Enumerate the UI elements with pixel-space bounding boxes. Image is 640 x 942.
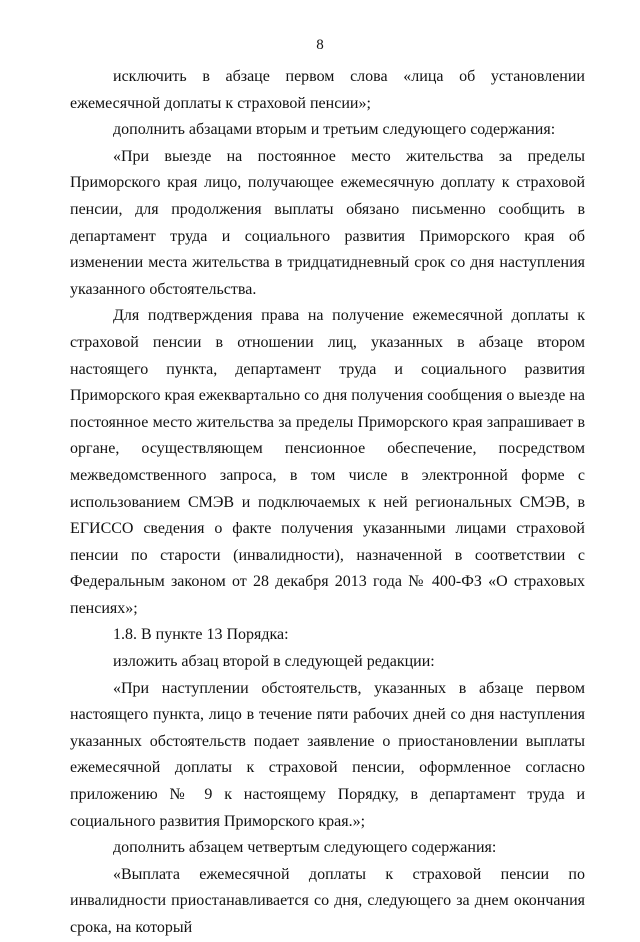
paragraph-add-second-third: дополнить абзацами вторым и третьим следующего содержания: — [113, 121, 556, 139]
paragraph-restate-second: изложить абзац второй в следующей редакции: — [113, 653, 435, 671]
paragraph-disability-suspension: «Выплата ежемесячной доплаты к страховой пенсии по инвалидности приостанавливается со дня, следующего за днем окончания срока, на который — [70, 865, 585, 936]
paragraph-relocation-notice: «При выезде на постоянное место жительства за пределы Приморского края лицо, получающее ежемесячную доплату к страховой пенсии, для продолжения выплаты обязано письменно сообщить в департамент труда и социального развития Приморского края об изменении места жительства в тридцатидневный срок со дня наступления указанного обстоятельства. — [70, 147, 585, 298]
page-number: 8 — [316, 37, 324, 53]
paragraph-confirmation-of-right: Для подтверждения права на получение ежемесячной доплаты к страховой пенсии в отношении лиц, указанных в абзаце втором настоящего пункта, департамент труда и социального развития Приморского края ежеквартально со дня получения сообщения о выезде на постоянное место жительства за пределы Приморского края запрашивает в органе, осуществляющем пенсионное обеспечение, посредством межведомственного запроса, в том числе в электронной форме с использованием СМЭВ и подключаемых к ней региональных СМЭВ, в ЕГИССО сведения о факте получения указанными лицами страховой пенсии по старости (инвалидности), назначенной в соответствии с Федеральным законом от 28 декабря 2013 года № 400-ФЗ «О страховых пенсиях»; — [70, 307, 585, 617]
paragraph-exclude-words: исключить в абзаце первом слова «лица об установлении ежемесячной доплаты к страховой пенсии»; — [70, 68, 585, 112]
paragraph-item-1-8: 1.8. В пункте 13 Порядка: — [113, 626, 289, 644]
document-body — [70, 64, 585, 942]
paragraph-suspension-application: «При наступлении обстоятельств, указанных в абзаце первом настоящего пункта, лицо в течение пяти рабочих дней со дня наступления указанных обстоятельств подает заявление о приостановлении выплаты ежемесячной доплаты к страховой пенсии, оформленное согласно приложению № 9 к настоящему Порядку, в департамент труда и социального развития Приморского края.»; — [70, 679, 585, 830]
paragraph-add-fourth: дополнить абзацем четвертым следующего содержания: — [113, 839, 497, 857]
